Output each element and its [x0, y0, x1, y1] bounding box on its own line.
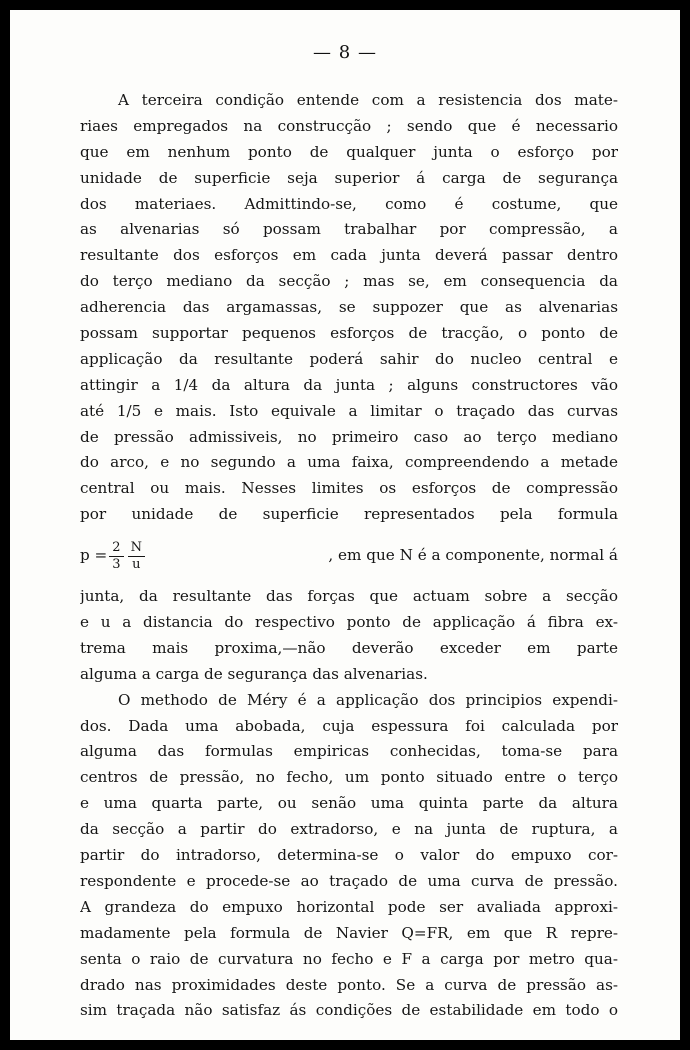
text-line: trema mais proxima,—não deverão exceder em parte — [80, 638, 618, 657]
page-number: — 8 — — [313, 42, 377, 63]
text-line: do arco, e no segundo a uma faixa, compreendendo a metade — [80, 453, 618, 472]
pressure-formula — [80, 540, 147, 573]
text-line: central ou mais. Nesses limites os esforços de compressão — [80, 479, 618, 498]
text-line: drado nas proximidades deste ponto. Se a curva de pressão as- — [80, 975, 618, 994]
text-line: A terceira condição entende com a resistencia dos mate- — [118, 91, 618, 109]
text-line: centros de pressão, no fecho, um ponto situado entre o terço — [80, 768, 618, 787]
text-line: até 1/5 e mais. Isto equivale a limitar o traçado das curvas — [80, 401, 618, 420]
text-line: alguma a carga de segurança das alvenarias. — [80, 664, 428, 683]
formula-line — [80, 528, 618, 584]
formula-trailing-text: , em que N é a componente, normal á — [328, 546, 618, 565]
text-line: da secção a partir do extradorso, e na junta de ruptura, a — [80, 820, 618, 839]
text-line: alguma das formulas empiricas conhecidas, toma-se para — [80, 742, 618, 761]
text-line: madamente pela formula de Navier Q=FR, em que R repre- — [80, 923, 618, 942]
fraction-n-over-u — [128, 540, 145, 573]
fraction-numerator: 2 — [109, 540, 123, 557]
body-text — [80, 88, 618, 1024]
fraction-two-thirds — [109, 540, 123, 573]
text-line: possam supportar pequenos esforços de tracção, o ponto de — [80, 324, 618, 343]
text-line: e uma quarta parte, ou senão uma quinta parte da altura — [80, 794, 618, 813]
text-line: e u a distancia do respectivo ponto de applicação á fibra ex- — [80, 613, 618, 632]
text-line: as alvenarias só possam trabalhar por compressão, a — [80, 220, 618, 239]
text-line: respondente e procede-se ao traçado de uma curva de pressão. — [80, 871, 618, 890]
text-line: adherencia das argamassas, se suppozer que as alvenarias — [80, 298, 618, 317]
text-line: dos. Dada uma abobada, cuja espessura foi calculada por — [80, 716, 618, 735]
text-line: junta, da resultante das forças que actuam sobre a secção — [80, 587, 618, 606]
text-line: unidade de superficie seja superior á carga de segurança — [80, 168, 618, 187]
fraction-numerator: N — [128, 540, 145, 557]
fraction-denominator: u — [132, 556, 141, 572]
text-line: dos materiaes. Admittindo-se, como é costume, que — [80, 194, 618, 213]
text-line: de pressão admissiveis, no primeiro caso ao terço mediano — [80, 427, 618, 446]
text-line: applicação da resultante poderá sahir do nucleo central e — [80, 349, 618, 368]
text-line: por unidade de superficie representados pela formula — [80, 505, 618, 524]
text-line: sim traçada não satisfaz ás condições de estabilidade em todo o — [80, 1001, 618, 1020]
text-line: partir do intradorso, determina-se o valor do empuxo cor- — [80, 846, 618, 865]
text-line: resultante dos esforços em cada junta deverá passar dentro — [80, 246, 618, 265]
fraction-denominator: 3 — [112, 556, 121, 572]
text-line: O methodo de Méry é a applicação dos principios expendi- — [118, 690, 618, 709]
text-line: attingir a 1/4 da altura da junta ; alguns constructores vão — [80, 375, 618, 394]
book-page — [10, 10, 680, 1040]
formula-lhs: p = — [80, 546, 108, 565]
text-line: riaes empregados na construcção ; sendo que é necessario — [80, 116, 618, 135]
text-line: que em nenhum ponto de qualquer junta o esforço por — [80, 142, 618, 161]
text-line: senta o raio de curvatura no fecho e F a carga por metro qua- — [80, 949, 618, 968]
text-line: do terço mediano da secção ; mas se, em consequencia da — [80, 272, 618, 291]
text-line: A grandeza do empuxo horizontal pode ser avaliada approxi- — [80, 897, 618, 916]
